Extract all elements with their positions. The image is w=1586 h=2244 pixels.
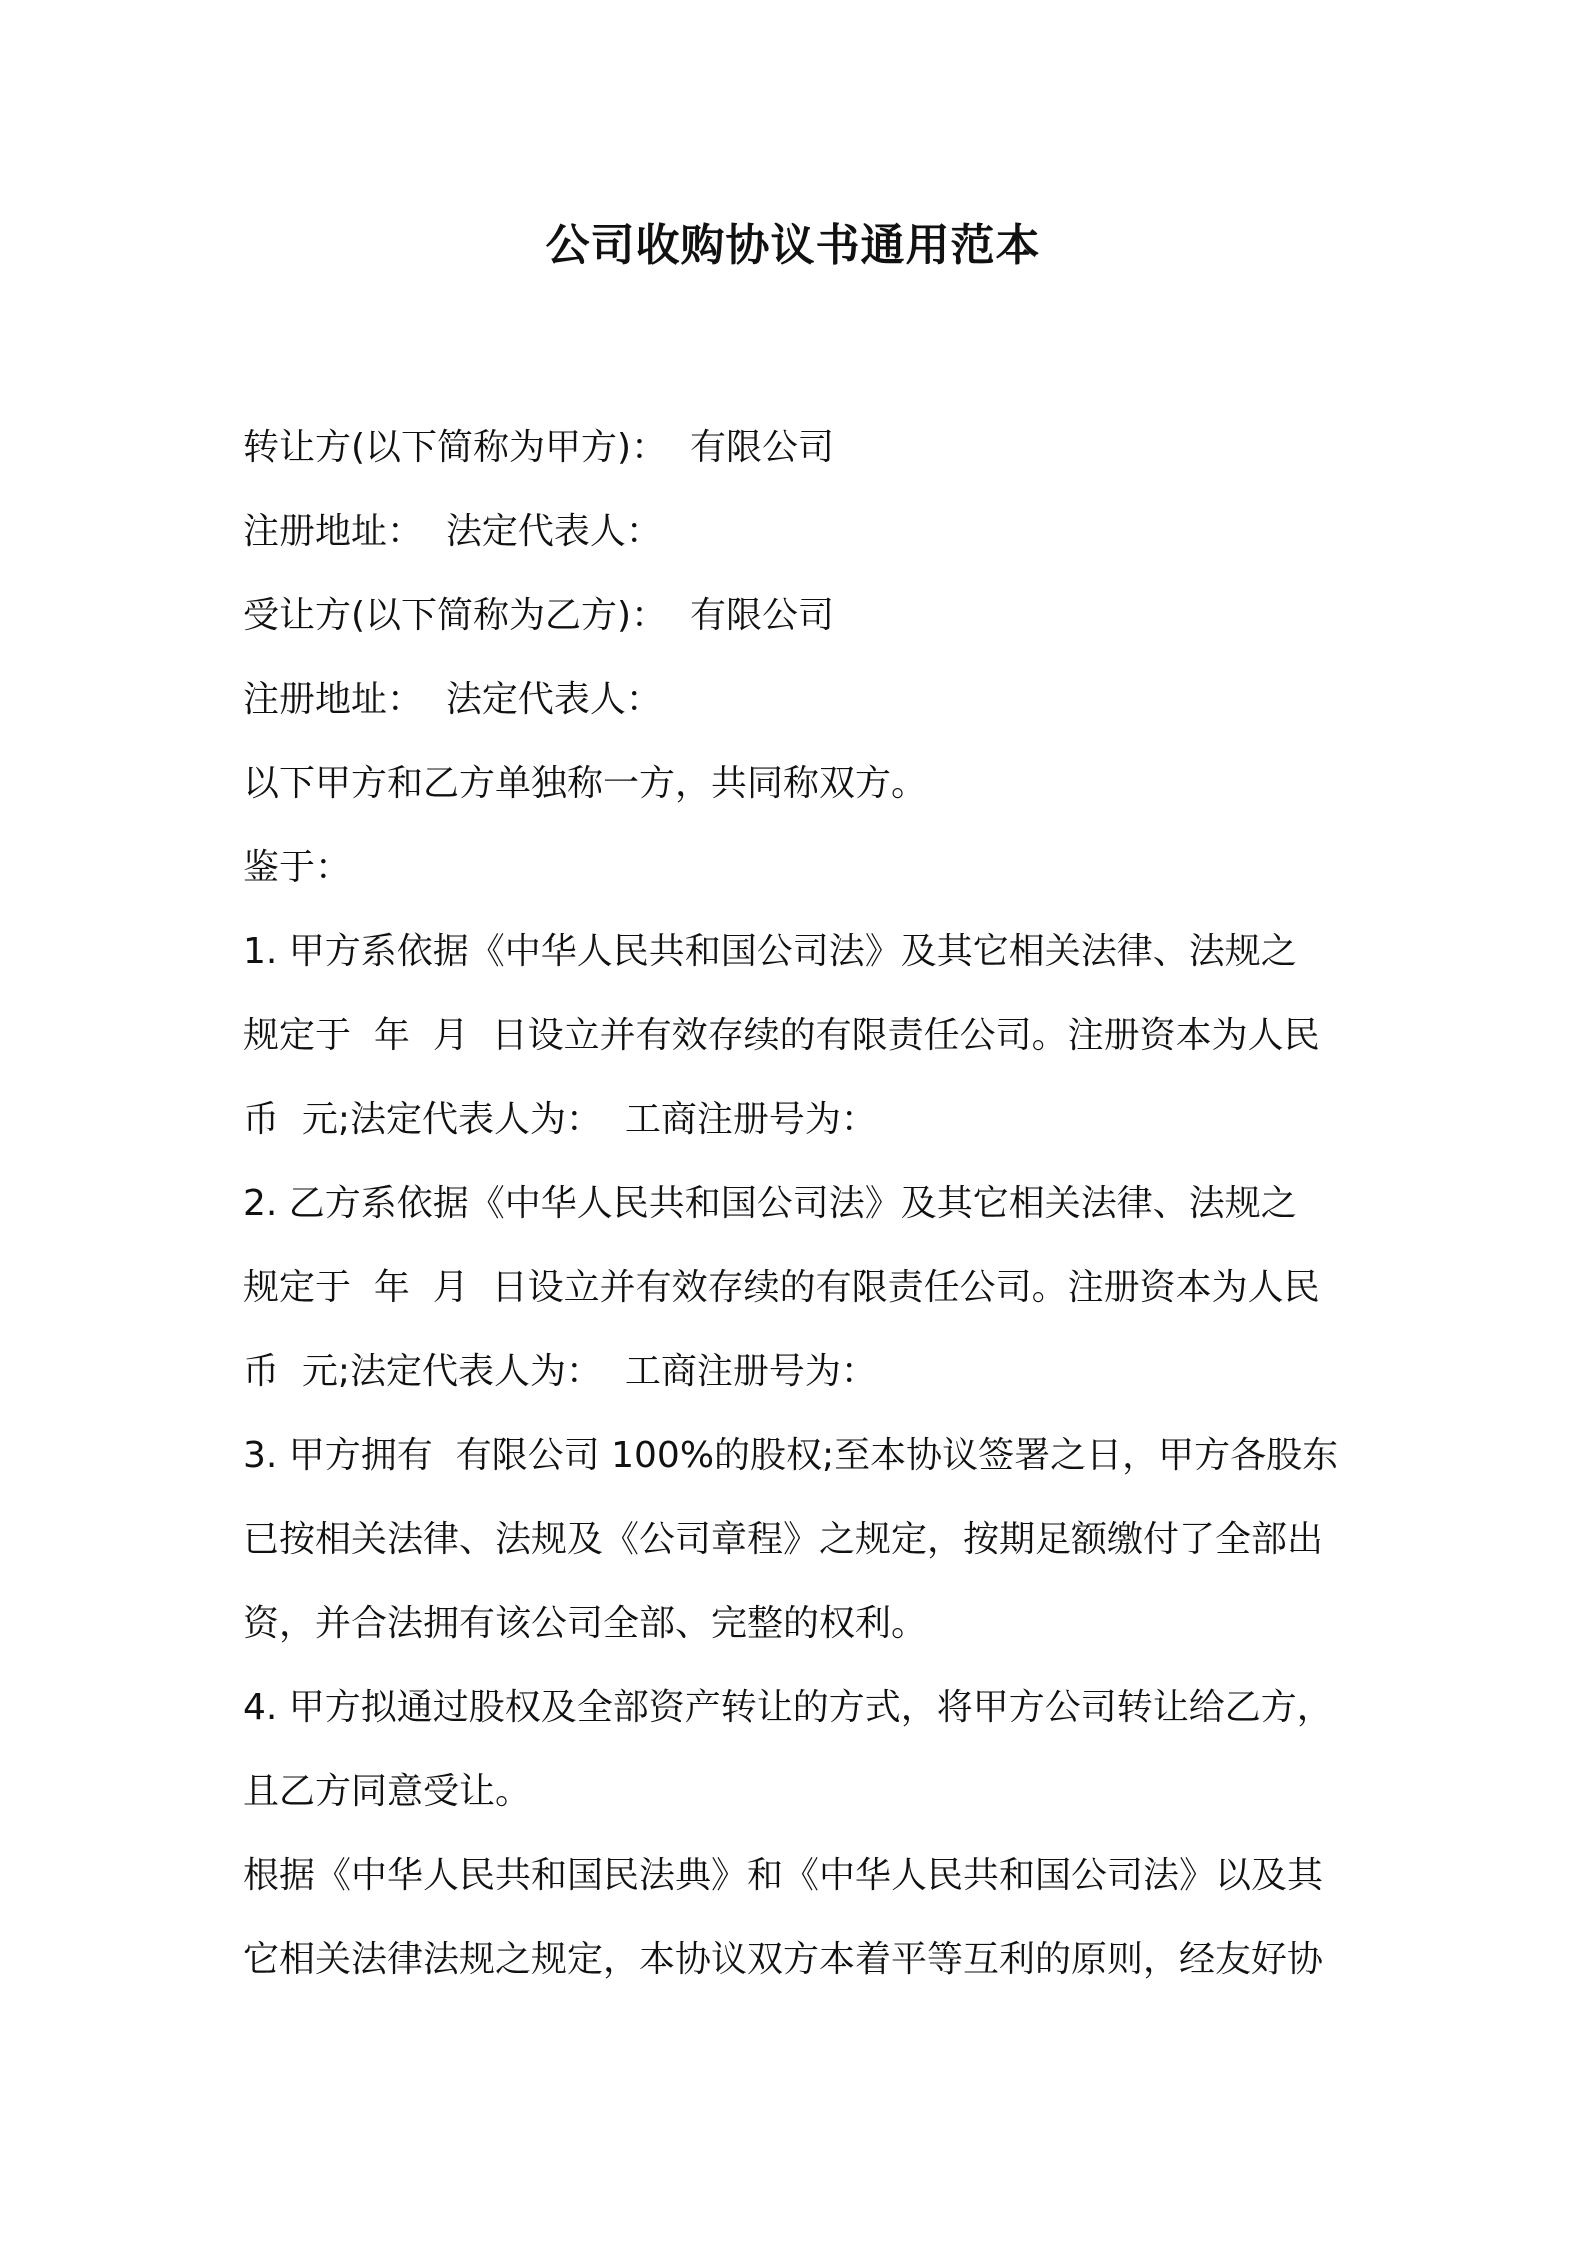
clause-3-line-1: 3. 甲方拥有 有限公司 100%的股权;至本协议签署之日，甲方各股东: [243, 1435, 1339, 1476]
parties-definition-line: 以下甲方和乙方单独称一方，共同称双方。: [243, 763, 928, 804]
clause-1-line-2: 规定于 年 月 日设立并有效存续的有限责任公司。注册资本为人民: [243, 1015, 1320, 1056]
transferee-address-line: 注册地址： 法定代表人：: [243, 679, 662, 720]
whereas-heading: 鉴于：: [243, 847, 352, 888]
transferor-line: 转让方(以下简称为甲方)： 有限公司: [243, 427, 834, 468]
clause-1-line-3: 币 元;法定代表人为： 工商注册号为：: [243, 1099, 877, 1140]
basis-line-1: 根据《中华人民共和国民法典》和《中华人民共和国公司法》以及其: [243, 1855, 1324, 1896]
clause-3-line-3: 资，并合法拥有该公司全部、完整的权利。: [243, 1603, 928, 1644]
clause-1-line-1: 1. 甲方系依据《中华人民共和国公司法》及其它相关法律、法规之: [243, 931, 1297, 972]
clause-2-line-3: 币 元;法定代表人为： 工商注册号为：: [243, 1351, 877, 1392]
transferor-address-line: 注册地址： 法定代表人：: [243, 511, 662, 552]
clause-4-line-1: 4. 甲方拟通过股权及全部资产转让的方式，将甲方公司转让给乙方，: [243, 1687, 1333, 1728]
clause-2-line-2: 规定于 年 月 日设立并有效存续的有限责任公司。注册资本为人民: [243, 1267, 1320, 1308]
transferee-line: 受让方(以下简称为乙方)： 有限公司: [243, 595, 834, 636]
basis-line-2: 它相关法律法规之规定，本协议双方本着平等互利的原则，经友好协: [243, 1939, 1324, 1980]
document-body: [243, 406, 1353, 2002]
clause-4-line-2: 且乙方同意受让。: [243, 1771, 532, 1812]
clause-3-line-2: 已按相关法律、法规及《公司章程》之规定，按期足额缴付了全部出: [243, 1519, 1324, 1560]
document-title: 公司收购协议书通用范本: [545, 220, 1041, 271]
clause-2-line-1: 2. 乙方系依据《中华人民共和国公司法》及其它相关法律、法规之: [243, 1183, 1297, 1224]
